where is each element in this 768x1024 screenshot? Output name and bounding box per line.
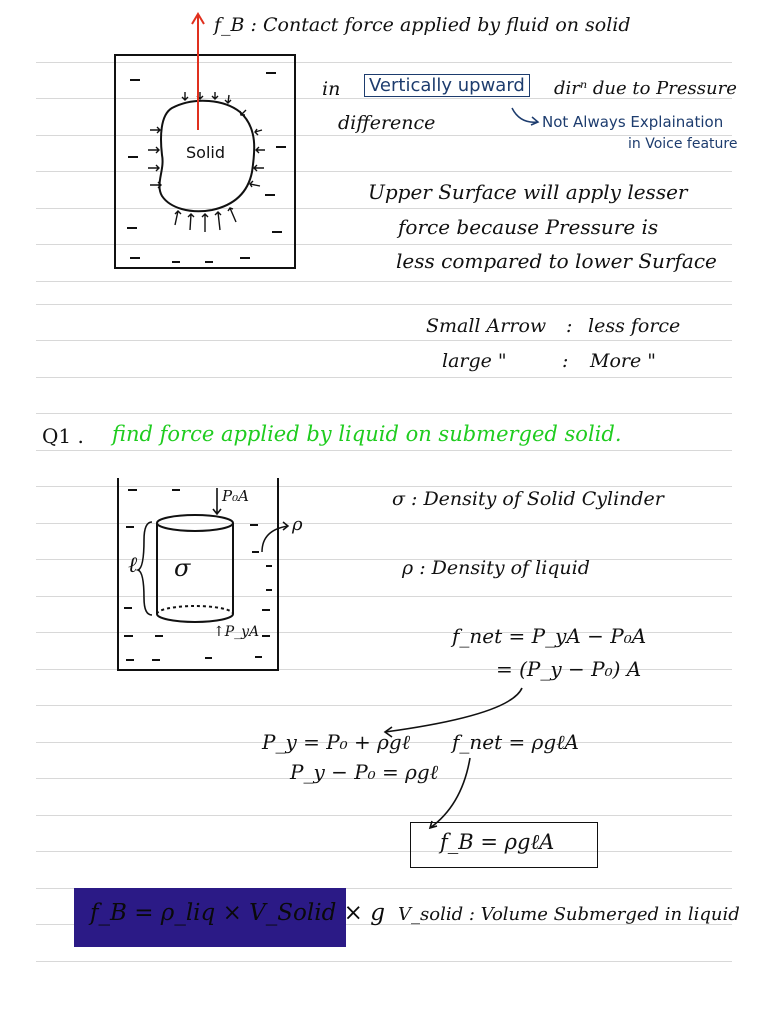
legend-sep-2: : bbox=[562, 350, 569, 372]
length-label: ℓ bbox=[128, 553, 138, 578]
buoyant-force-definition: f_B : Contact force applied by fluid on solid bbox=[214, 14, 631, 36]
legend-sep-1: : bbox=[566, 315, 573, 337]
buoyant-force-arrow bbox=[192, 14, 204, 130]
legend-less-force: less force bbox=[588, 315, 681, 337]
py-line-1: P_y = P₀ + ρgℓ bbox=[262, 730, 411, 754]
fnet-line-1: f_net = P_yA − P₀A bbox=[452, 624, 647, 648]
solid-label: Solid bbox=[186, 143, 225, 162]
explanation-line-2: force because Pressure is bbox=[398, 215, 659, 239]
vertically-upward-box: Vertically upward bbox=[364, 74, 530, 97]
top-pressure-label: P₀A bbox=[222, 487, 249, 505]
question-number: Q1 . bbox=[42, 424, 84, 448]
fb-result: f_B = ρgℓA bbox=[440, 830, 555, 854]
voice-annotation-line-1: Not Always Explaination bbox=[542, 113, 724, 131]
fnet-result: f_net = ρgℓA bbox=[452, 730, 579, 754]
difference-word: difference bbox=[338, 112, 436, 134]
final-formula: f_B = ρ_liq × V_Solid × g bbox=[90, 900, 385, 926]
sigma-definition: σ : Density of Solid Cylinder bbox=[392, 488, 664, 510]
rho-label: ρ bbox=[292, 514, 303, 535]
vsolid-definition: V_solid : Volume Submerged in liquid bbox=[398, 904, 740, 925]
rho-definition: ρ : Density of liquid bbox=[402, 557, 590, 579]
rho-pointer bbox=[262, 522, 288, 552]
fnet-line-2: = (P_y − P₀) A bbox=[496, 657, 642, 681]
legend-large-arrow: large " bbox=[442, 350, 507, 372]
cylinder bbox=[157, 515, 233, 622]
py-line-2: P_y − P₀ = ρgℓ bbox=[290, 760, 439, 784]
sigma-label: σ bbox=[174, 554, 191, 582]
explanation-line-3: less compared to lower Surface bbox=[396, 249, 717, 273]
explanation-line-1: Upper Surface will apply lesser bbox=[368, 180, 688, 204]
direction-prefix: in bbox=[322, 78, 341, 100]
legend-more-force: More " bbox=[590, 350, 656, 372]
annotation-arrow bbox=[512, 108, 538, 125]
voice-annotation-line-2: in Voice feature bbox=[628, 136, 738, 152]
direction-suffix: dirⁿ due to Pressure bbox=[554, 78, 737, 99]
bottom-pressure-label: ↑P_yA bbox=[213, 624, 260, 640]
question-text: find force applied by liquid on submerged solid. bbox=[112, 422, 622, 446]
top-pressure-arrow bbox=[213, 488, 221, 514]
length-brace bbox=[138, 522, 152, 615]
legend-small-arrow: Small Arrow bbox=[426, 315, 547, 337]
